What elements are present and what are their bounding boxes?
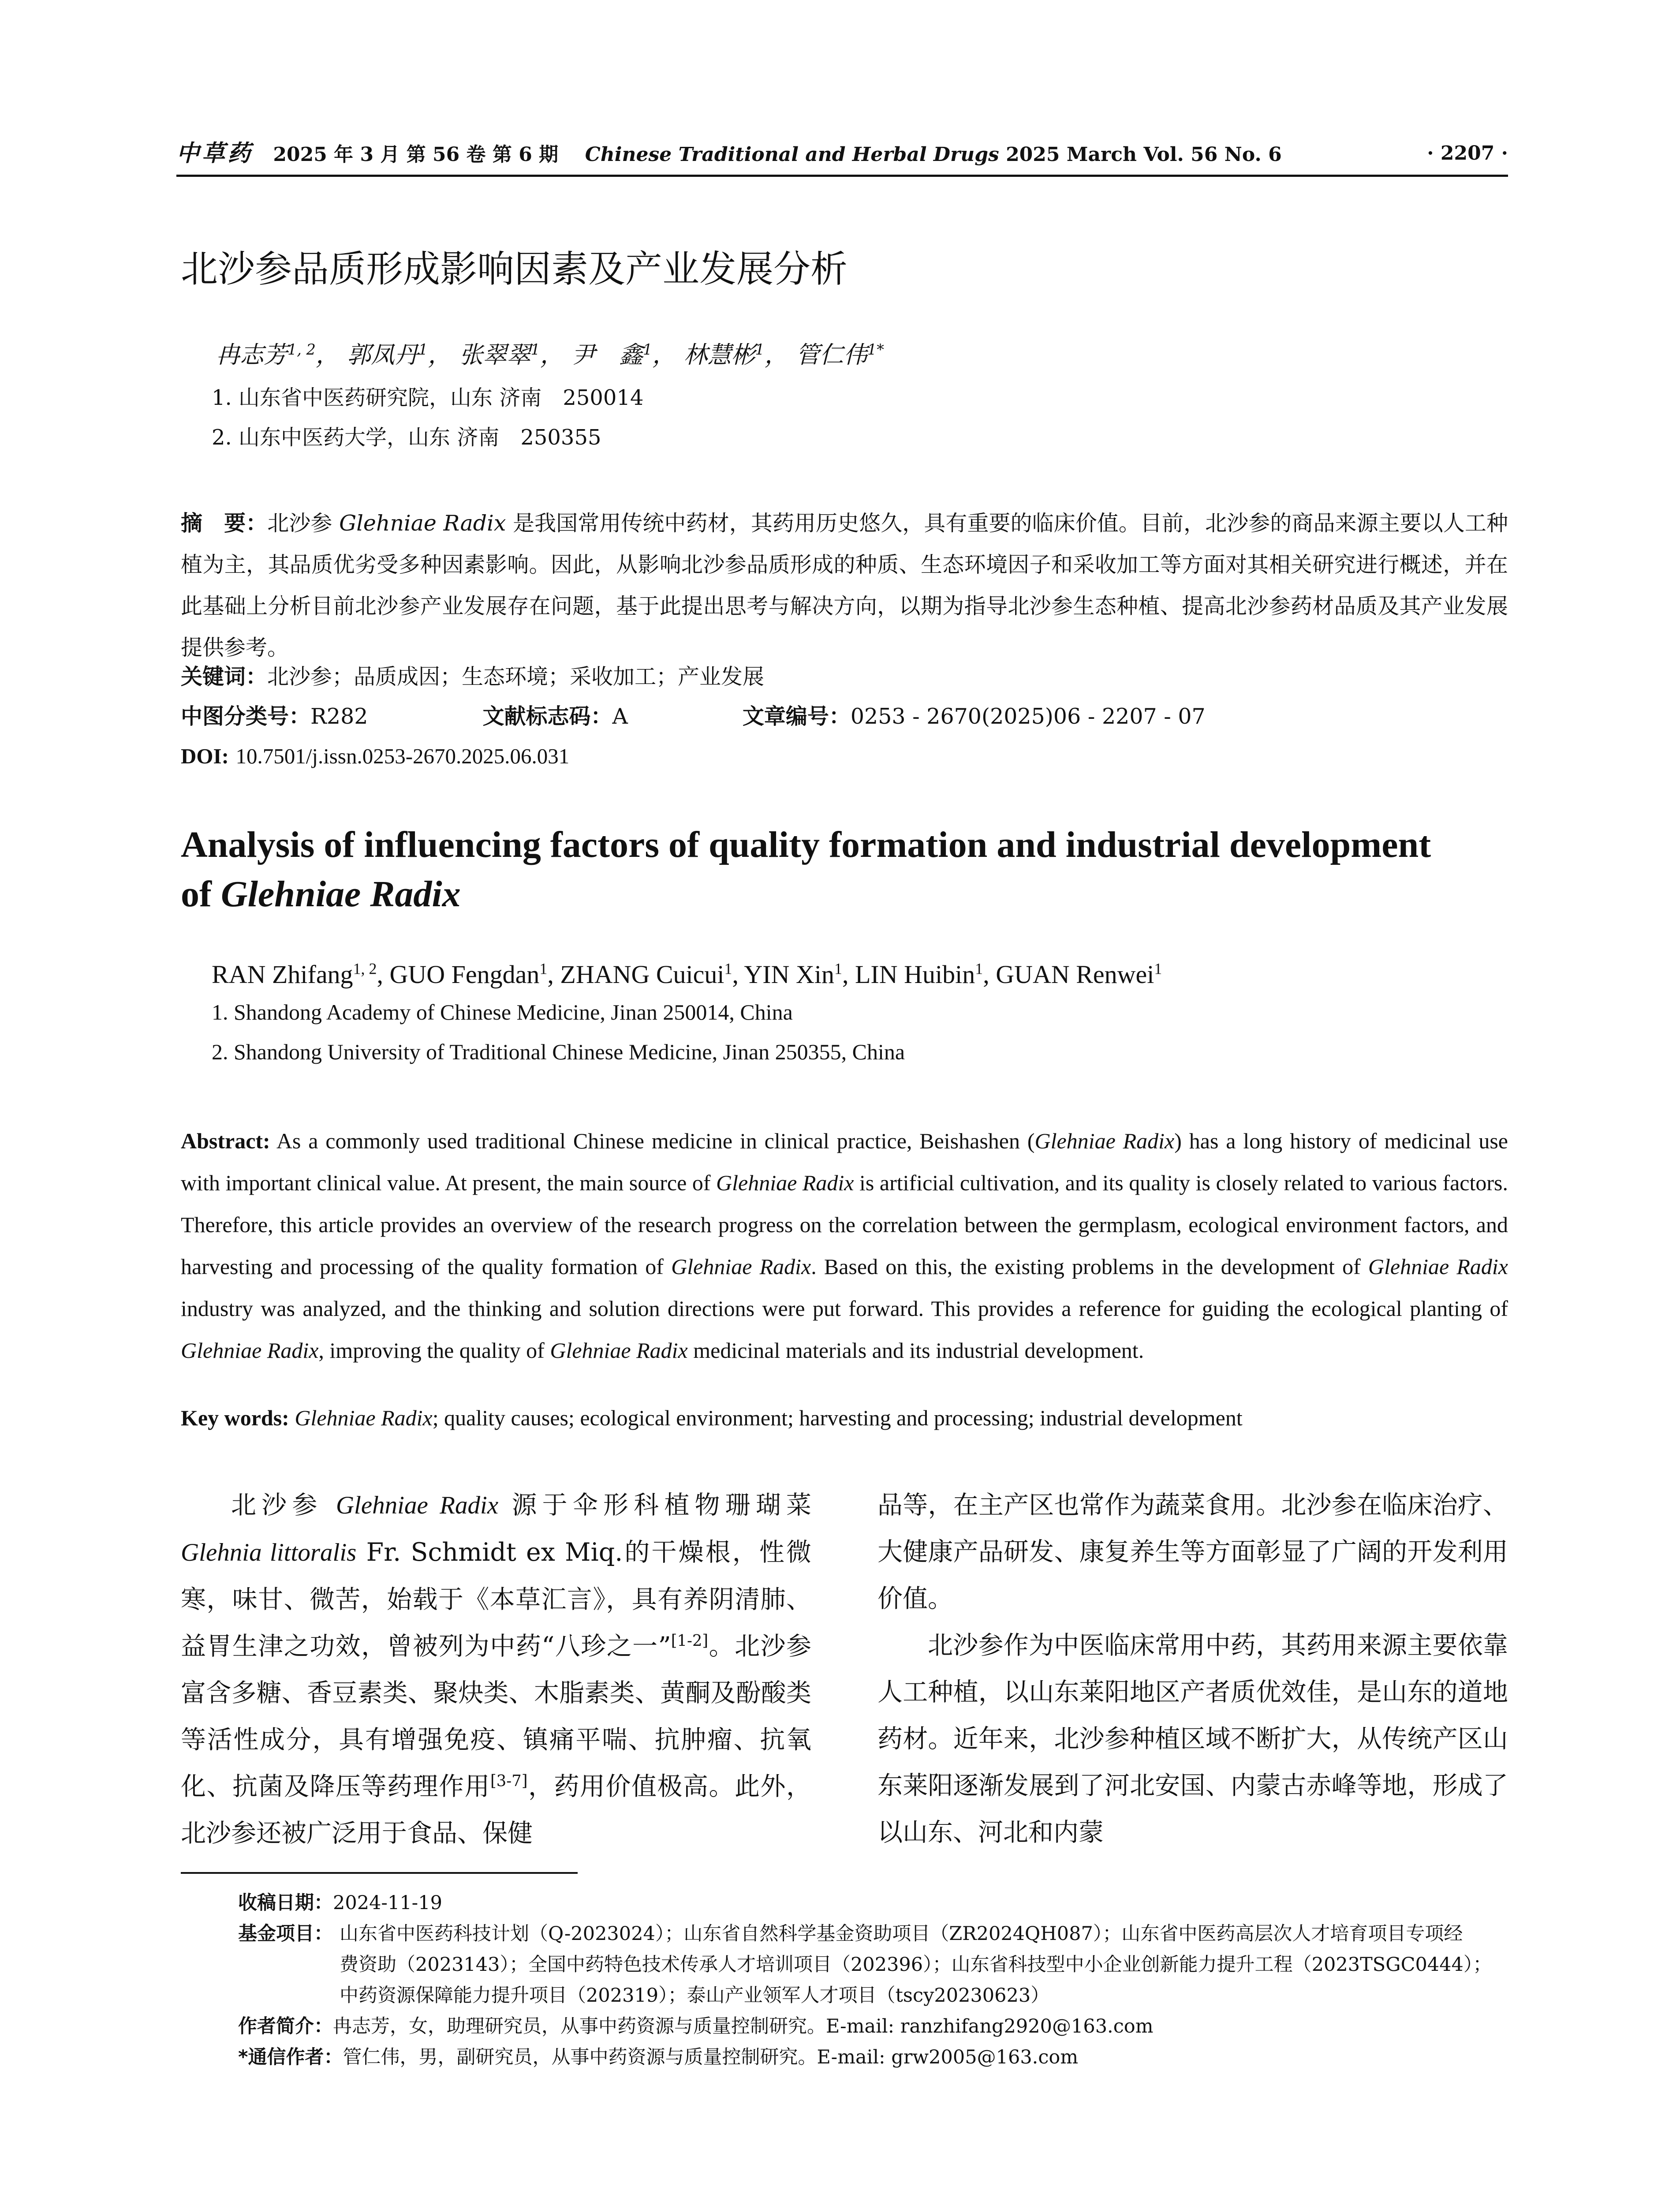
en-abstract-text: , improving the quality of xyxy=(318,1338,550,1363)
en-abstract-text: As a commonly used traditional Chinese medicine in clinical practice, Beishashen ( xyxy=(270,1129,1035,1153)
en-author-3-affil: 1 xyxy=(724,960,732,978)
en-author-3: ZHANG Cuicui xyxy=(560,960,724,989)
cn-title: 北沙参品质形成影响因素及产业发展分析 xyxy=(181,247,848,291)
author-bio-text: 冉志芳，女，助理研究员，从事中药资源与质量控制研究。E-mail: ranzhifang2920@163.com xyxy=(333,2015,1154,2037)
doi-line xyxy=(181,741,569,772)
issue-cn: 2025 年 3 月 第 56 卷 第 6 期 xyxy=(273,143,559,166)
en-affiliation-1: 1. Shandong Academy of Chinese Medicine, Jinan 250014, China xyxy=(212,1000,793,1024)
cn-abstract-label: 摘 要： xyxy=(181,511,268,536)
en-abstract-body xyxy=(181,1129,1508,1363)
clc-value: R282 xyxy=(310,704,368,729)
latin-name: Glehnia littoralis xyxy=(181,1539,357,1566)
en-abstract xyxy=(181,1120,1508,1372)
cn-author-6: 管仁伟 xyxy=(795,341,867,369)
en-author-2-affil: 1 xyxy=(539,960,548,978)
en-author-6-affil: 1 xyxy=(1154,960,1162,978)
journal-logo: 中草药 xyxy=(176,140,254,167)
fund-line-1: 山东省中医药科技计划（Q-2023024）；山东省自然科学基金资助项目（ZR2024QH087）；山东省中医药高层次人才培育项目专项经 xyxy=(340,1923,1463,1945)
cn-keywords-text: 北沙参；品质成因；生态环境；采收加工；产业发展 xyxy=(267,664,765,689)
fund-line-3: 中药资源保障能力提升项目（202319）；泰山产业领军人才项目（tscy20230623） xyxy=(340,1984,1050,2007)
cn-author-1-affil: 1, 2 xyxy=(287,341,316,358)
doc-code-value: A xyxy=(612,704,628,729)
corresponding-label: *通信作者： xyxy=(238,2046,343,2068)
cn-keywords-label: 关键词： xyxy=(181,664,268,689)
en-title xyxy=(181,820,1508,919)
cn-author-5: 林慧彬 xyxy=(683,341,755,369)
cn-abstract xyxy=(181,503,1508,669)
cn-author-3-affil: 1 xyxy=(530,341,540,358)
en-title-of: of xyxy=(181,874,221,915)
received-label: 收稿日期： xyxy=(238,1892,333,1914)
en-author-5: LIN Huibin xyxy=(855,960,975,989)
cn-author-5-affil: 1 xyxy=(755,341,765,358)
doi-link[interactable]: 10.7501/j.issn.0253-2670.2025.06.031 xyxy=(235,744,570,768)
clc-label: 中图分类号： xyxy=(181,704,311,729)
cn-affiliation-1: 1. 山东省中医药研究院，山东 济南 250014 xyxy=(212,385,644,410)
cn-affiliation-2: 2. 山东中医药大学，山东 济南 250355 xyxy=(212,425,601,450)
en-title-line-2 xyxy=(181,870,1508,919)
en-abstract-text: . Based on this, the existing problems in the development of xyxy=(811,1254,1368,1279)
body-paragraph: 品等，在主产区也常作为蔬菜食用。北沙参在临床治疗、大健康产品研发、康复养生等方面彰显了广阔的开发利用价值。 xyxy=(877,1491,1508,1613)
issue-en-tail: 2025 March Vol. 56 No. 6 xyxy=(1006,143,1282,166)
body-text: 。北沙参富含多糖、香豆素类、聚炔类、木脂素类、黄酮及酚酸类等活性成分，具有增强免疫、镇痛平喘、抗肿瘤、抗氧化、抗菌及降压等药理作用 xyxy=(181,1632,812,1801)
en-author-6: GUAN Renwei xyxy=(996,960,1154,989)
en-author-list: RAN Zhifang$^{1, 2}$, GUO Fengdan$^1$, ZHANG Cuicui$^1$, YIN Xin$^1$, LIN Huibin$^1$, GUAN Renwei$^1$ xyxy=(212,960,1162,989)
en-keywords-text: ; quality causes; ecological environment; harvesting and processing; industrial development xyxy=(432,1405,1243,1430)
footnote-rule xyxy=(181,1872,578,1874)
en-author-4-affil: 1 xyxy=(834,960,842,978)
corresponding-author xyxy=(238,2044,1508,2070)
en-abstract-latin: Glehniae Radix xyxy=(1034,1129,1175,1153)
cn-author-list: 冉志芳$^{1, 2}$， 郭凤丹$^1$， 张翠翠$^1$， 尹 鑫$^1$， 林慧彬$^1$， 管仁伟$^{1*}$ xyxy=(216,341,884,369)
en-title-line-1: Analysis of influencing factors of quality formation and industrial development xyxy=(181,824,1431,865)
en-title-latin: Glehniae Radix xyxy=(220,874,461,915)
citation-ref[interactable]: [1-2] xyxy=(671,1632,709,1650)
en-keywords-label: Key words: xyxy=(181,1405,289,1430)
en-abstract-text: is artificial cultivation, and its quality is closely related to various factors. Therefore, this article provides an overview of the research progress on the correlation between the germplasm, ecological environment factors, and harvesting and processing of the quality formation of xyxy=(181,1170,1508,1279)
en-author-5-affil: 1 xyxy=(975,960,983,978)
issue-en: Chinese Traditional and Herbal Drugs xyxy=(585,143,999,166)
body-text: ，药用价值极高。此外，北沙参还被广泛用于食品、保健 xyxy=(181,1772,811,1848)
en-abstract-latin: Glehniae Radix xyxy=(716,1170,854,1195)
en-abstract-latin: Glehniae Radix xyxy=(1368,1254,1508,1279)
page-number: · 2207 · xyxy=(1427,142,1508,164)
cn-abstract-latin: Glehniae Radix xyxy=(339,511,506,536)
body-text: 北沙参 xyxy=(231,1491,336,1520)
body-paragraph xyxy=(181,1482,811,1857)
en-abstract-text: ) has a long history of medicinal use with important clinical value. At present, the main source of xyxy=(181,1129,1508,1195)
en-author-4: YIN Xin xyxy=(744,960,834,989)
body-text: Fr. Schmidt ex Miq.的干燥根，性微寒，味甘、微苦，始载于《本草汇言》，具有养阴清肺、益胃生津之功效，曾被列为中药“八珍之一” xyxy=(181,1538,811,1661)
article-no-value: 0253 - 2670(2025)06 - 2207 - 07 xyxy=(850,704,1206,729)
en-keywords-latin: Glehniae Radix xyxy=(295,1405,433,1430)
cn-author-1: 冉志芳 xyxy=(216,341,287,369)
en-abstract-label: Abstract: xyxy=(181,1129,270,1153)
en-abstract-latin: Glehniae Radix xyxy=(671,1254,811,1279)
article-no-label: 文章编号： xyxy=(742,704,851,729)
doi-label: DOI: xyxy=(181,744,229,768)
en-author-2: GUO Fengdan xyxy=(389,960,540,989)
author-bio-label: 作者简介： xyxy=(238,2015,333,2037)
latin-name: Glehniae Radix xyxy=(336,1491,499,1519)
fund-line-2: 费资助（2023143）；全国中药特色技术传承人才培训项目（202396）；山东省科技型中小企业创新能力提升工程（2023TSGC0444）； xyxy=(340,1954,1492,1976)
en-affiliation-2: 2. Shandong University of Traditional Chinese Medicine, Jinan 250355, China xyxy=(212,1039,905,1064)
header-rule xyxy=(176,175,1508,177)
en-author-1: RAN Zhifang xyxy=(212,960,353,989)
cn-keywords xyxy=(181,662,764,692)
fund-label: 基金项目： xyxy=(238,1923,333,1945)
doc-code-label: 文献标志码： xyxy=(482,704,612,729)
en-abstract-text: medicinal materials and its industrial development. xyxy=(687,1338,1144,1363)
received-value: 2024-11-19 xyxy=(333,1892,442,1914)
en-keywords xyxy=(181,1400,1243,1435)
cn-abstract-text-a: 北沙参 xyxy=(267,511,340,536)
cn-author-6-affil: 1* xyxy=(867,341,884,358)
cn-abstract-text-b: 是我国常用传统中药材，其药用历史悠久，具有重要的临床价值。目前，北沙参的商品来源主要以人工种植为主，其品质优劣受多种因素影响。因此，从影响北沙参品质形成的种质、生态环境因子和采收加工等方面对其相关研究进行概述，并在此基础上分析目前北沙参产业发展存在问题，基于此提出思考与解决方向，以期为指导北沙参生态种植、提高北沙参药材品质及其产业发展提供参考。 xyxy=(181,511,1508,660)
en-abstract-latin: Glehniae Radix xyxy=(181,1338,319,1363)
body-text: 源于伞形科植物珊瑚菜 xyxy=(498,1491,812,1520)
body-column-left xyxy=(181,1482,811,1857)
cn-classification-line xyxy=(181,701,1206,732)
en-abstract-text: industry was analyzed, and the thinking and solution directions were put forward. This provides a reference for guiding the ecological planting of xyxy=(181,1296,1508,1321)
running-header xyxy=(176,140,1508,168)
cn-author-2-affil: 1 xyxy=(418,341,428,358)
received-date xyxy=(238,1890,1508,1916)
body-paragraph: 北沙参作为中医临床常用中药，其药用来源主要依靠人工种植，以山东莱阳地区产者质优效佳，是山东的道地药材。近年来，北沙参种植区域不断扩大，从传统产区山东莱阳逐渐发展到了河北安国、内蒙古赤峰等地，形成了以山东、河北和内蒙 xyxy=(877,1631,1508,1847)
cn-author-2: 郭凤丹 xyxy=(347,341,419,369)
cn-author-4: 尹 鑫 xyxy=(571,341,643,369)
corresponding-text: 管仁伟，男，副研究员，从事中药资源与质量控制研究。E-mail: grw2005@163.com xyxy=(343,2046,1079,2068)
cn-author-3: 张翠翠 xyxy=(459,341,531,369)
cn-author-4-affil: 1 xyxy=(642,341,653,358)
en-abstract-latin: Glehniae Radix xyxy=(550,1338,688,1363)
author-bio xyxy=(238,2013,1508,2040)
body-column-right xyxy=(877,1482,1508,1856)
citation-ref[interactable]: [3-7] xyxy=(490,1772,528,1790)
en-author-1-affil: 1, 2 xyxy=(353,960,377,978)
